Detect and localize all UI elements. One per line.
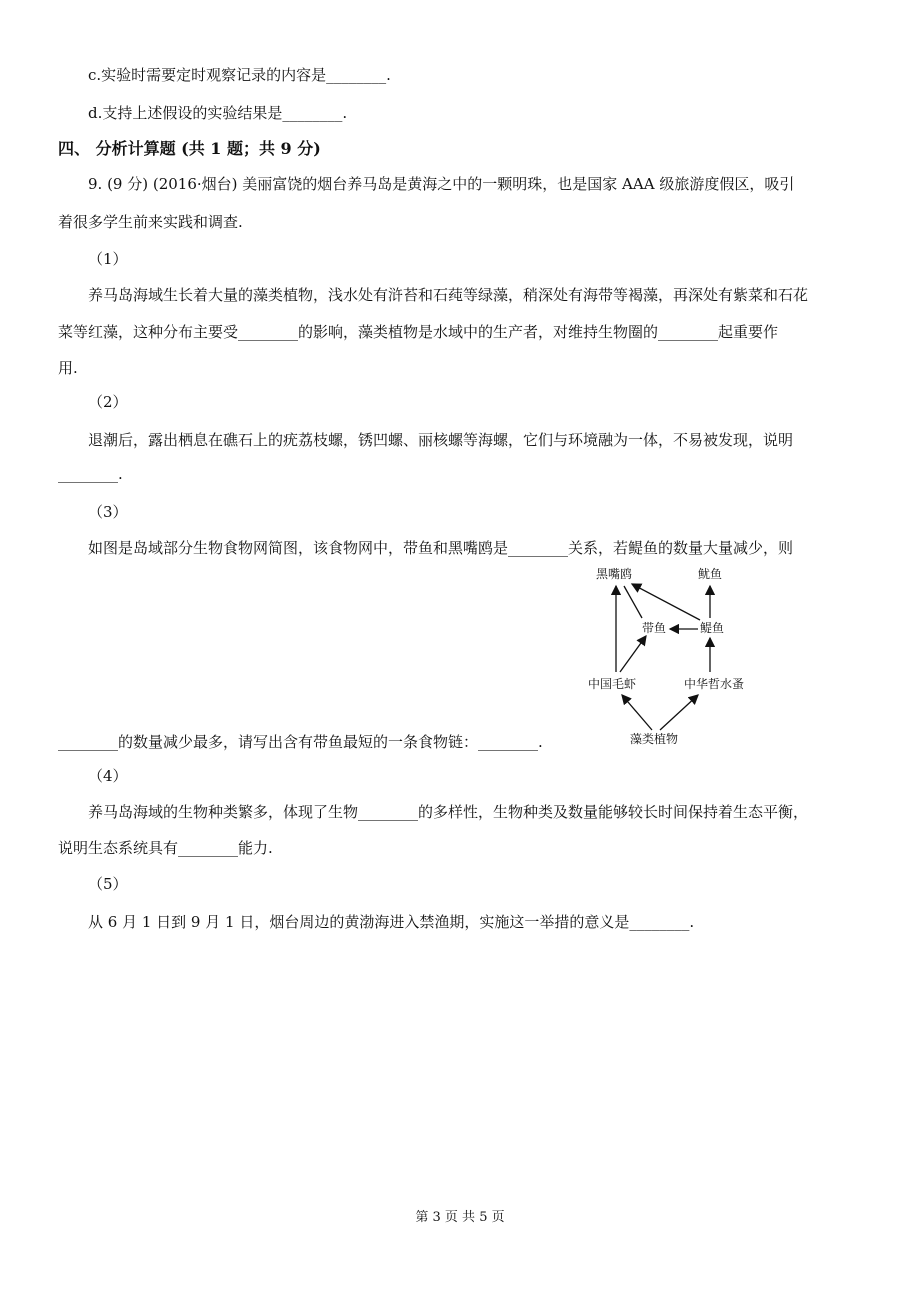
question-9-line-1: 9. (9 分) (2016·烟台) 美丽富饶的烟台养马岛是黄海之中的一颗明珠，也是国家 AAA 级旅游度假区，吸引: [88, 175, 795, 193]
part-1-label: （1）: [88, 250, 128, 268]
food-web-diagram: [580, 562, 745, 752]
node-squid: 鱿鱼: [698, 567, 723, 581]
page-footer: 第 3 页 共 5 页: [415, 1210, 505, 1225]
part-4-line-1: 养马岛海域的生物种类繁多，体现了生物________的多样性，生物种类及数量能够较长时间保持着生态平衡，: [88, 803, 809, 821]
part-4-line-2: 说明生态系统具有________能力.: [58, 839, 273, 857]
node-hairtail: 带鱼: [642, 621, 667, 635]
edge-shrimp-hairtail: [620, 636, 646, 672]
part-3-label: （3）: [88, 503, 128, 521]
node-copepod: 中华哲水蚤: [684, 677, 745, 691]
d-line: d.支持上述假设的实验结果是________.: [88, 104, 348, 122]
part-4-label: （4）: [88, 767, 128, 785]
part-2-line-2: ________.: [58, 465, 123, 483]
edge-anchovy-gull: [632, 584, 700, 620]
part-1-line-2: 菜等红藻，这种分布主要受________的影响，藻类植物是水域中的生产者，对维持生物圈的________起重要作: [58, 323, 779, 341]
part-1-line-3: 用.: [58, 359, 78, 377]
part-2-label: （2）: [88, 393, 128, 411]
part-3-line-2: ________的数量减少最多，请写出含有带鱼最短的一条食物链：________.: [58, 733, 543, 751]
node-anchovy: 鳀鱼: [700, 621, 725, 635]
section-heading: 四、 分析计算题 (共 1 题；共 9 分): [58, 139, 321, 158]
edge-hairtail-gull: [624, 586, 642, 618]
c-line: c.实验时需要定时观察记录的内容是________.: [88, 66, 391, 84]
node-algae: 藻类植物: [630, 732, 679, 746]
part-5-label: （5）: [88, 875, 128, 893]
edge-algae-copepod: [660, 695, 698, 730]
part-5-line-1: 从 6 月 1 日到 9 月 1 日，烟台周边的黄渤海进入禁渔期，实施这一举措的意义是________.: [88, 913, 695, 931]
part-1-line-1: 养马岛海域生长着大量的藻类植物，浅水处有浒苔和石莼等绿藻，稍深处有海带等褐藻，再深处有紫菜和石花: [88, 286, 809, 304]
part-3-line-1: 如图是岛域部分生物食物网简图，该食物网中，带鱼和黑嘴鸥是________关系，若鳀鱼的数量大量减少，则: [88, 539, 794, 557]
question-9-line-2: 着很多学生前来实践和调查.: [58, 213, 243, 231]
edge-algae-shrimp: [622, 695, 652, 730]
node-gull: 黑嘴鸥: [596, 567, 633, 581]
node-shrimp: 中国毛虾: [588, 677, 637, 691]
part-2-line-1: 退潮后，露出栖息在礁石上的疣荔枝螺，锈凹螺、丽核螺等海螺，它们与环境融为一体，不易被发现，说明: [88, 431, 794, 449]
